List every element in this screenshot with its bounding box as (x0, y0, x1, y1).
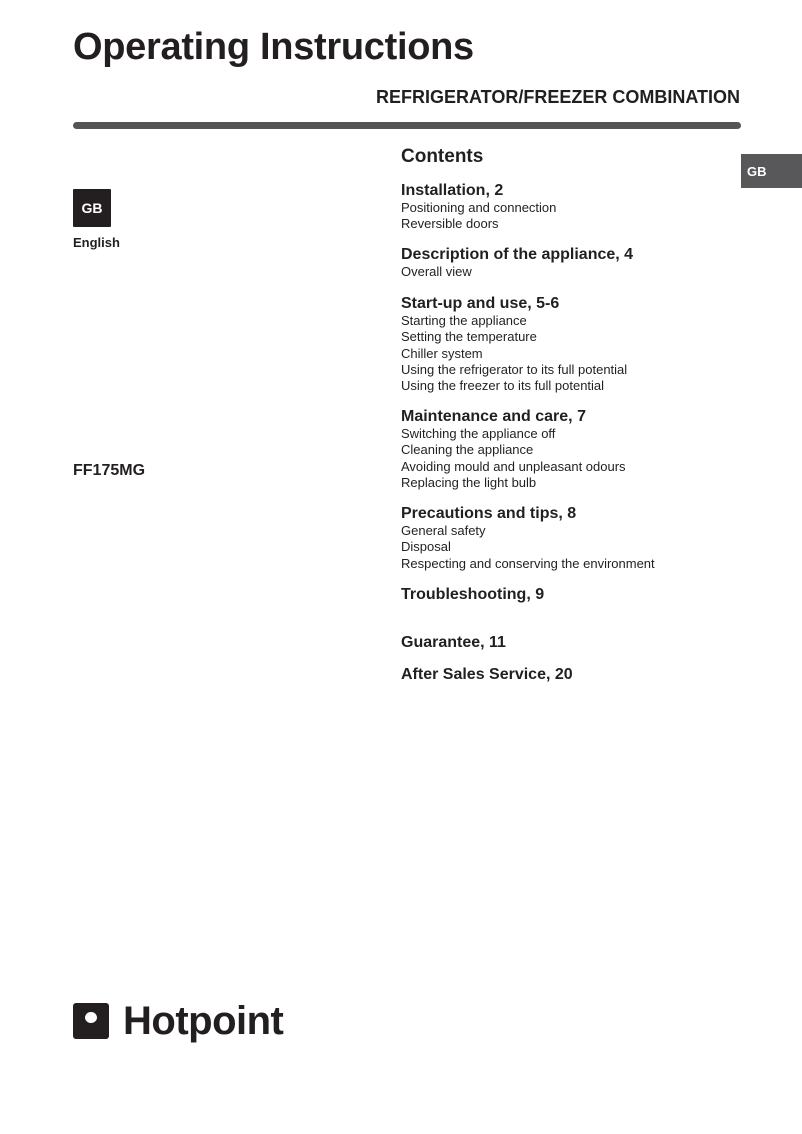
product-type: REFRIGERATOR/FREEZER COMBINATION (376, 87, 740, 107)
hotpoint-logo-icon (73, 1003, 109, 1039)
section-title: Guarantee, 11 (401, 634, 506, 651)
contents-section-startup (401, 295, 731, 394)
contents-section-precautions (401, 505, 731, 572)
model-number: FF175MG (73, 462, 146, 479)
section-item: Respecting and conserving the environment (401, 555, 655, 571)
language-side-tab: GB (741, 154, 802, 188)
section-item: Positioning and connection (401, 200, 557, 215)
section-title: Troubleshooting, 9 (401, 586, 545, 603)
section-title: Installation, 2 (401, 182, 504, 199)
section-title: Precautions and tips, 8 (401, 505, 577, 522)
section-item: Setting the temperature (401, 329, 537, 345)
section-item: Cleaning the appliance (401, 442, 534, 458)
section-item: Avoiding mould and unpleasant odours (401, 458, 626, 474)
section-item: Reversible doors (401, 216, 499, 232)
section-item: Using the freezer to its full potential (401, 378, 605, 394)
contents-section-after-sales (401, 666, 731, 684)
contents-section-installation (401, 182, 731, 233)
contents-panel (401, 146, 731, 683)
section-title: Description of the appliance, 4 (401, 246, 634, 263)
contents-section-guarantee (401, 634, 731, 652)
contents-heading: Contents (401, 146, 484, 167)
contents-section-maintenance (401, 408, 731, 491)
language-badge: GB (73, 189, 111, 227)
brand-logo (73, 998, 283, 1044)
section-item: General safety (401, 523, 486, 538)
section-item: Using the refrigerator to its full potential (401, 361, 628, 377)
section-title: Start-up and use, 5-6 (401, 295, 560, 312)
section-item: Overall view (401, 264, 472, 279)
section-item: Disposal (401, 539, 451, 555)
header-rule (73, 122, 741, 129)
brand-name: Hotpoint (123, 999, 284, 1043)
section-item: Chiller system (401, 345, 483, 361)
page-title: Operating Instructions (73, 26, 474, 68)
section-title: After Sales Service, 20 (401, 666, 573, 683)
section-item: Replacing the light bulb (401, 474, 537, 490)
contents-section-description (401, 246, 731, 280)
section-title: Maintenance and care, 7 (401, 408, 586, 425)
language-name: English (73, 235, 120, 250)
section-item: Switching the appliance off (401, 426, 556, 441)
section-item: Starting the appliance (401, 313, 527, 328)
contents-section-troubleshooting (401, 586, 731, 604)
